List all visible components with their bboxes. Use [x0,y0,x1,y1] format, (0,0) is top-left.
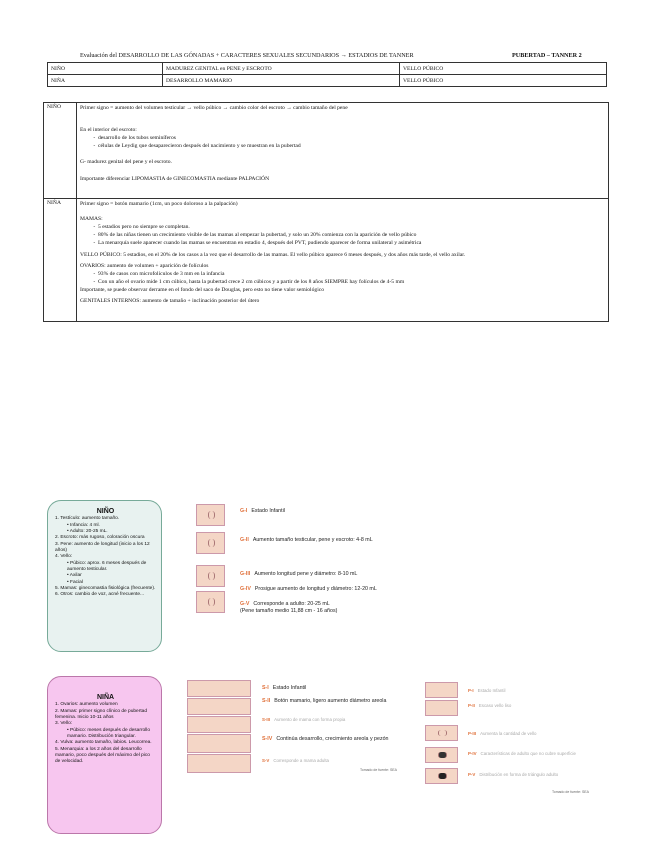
table-cell: VELLO PÚBICO [400,75,607,87]
box-line: 5. Menarquia: a los 2 años del desarrollo mamario, poco después del máximo del pico de velocidad. [55,746,150,765]
list [80,270,605,286]
table-cell: DESARROLLO MAMARIO [163,75,400,87]
stage-text: Estado Infantil [477,688,506,693]
box-line: 2. Escroto: más rugoso, coloración oscura [55,535,145,541]
list-item: - 80% de las niñas tienen un crecimiento visible de las mamas al empezar la pubertad, y solo un 20% comienza con la aparición de vello púbico [98,231,605,239]
breast-image-s3 [187,716,251,733]
hair-stage-1 [468,688,588,694]
hair-image-p4 [425,747,458,763]
paragraph: VELLO PÚBICO: 5 estadios, en el 20% de los casos a la vez que el desarrollo de las mamas. El vello púbico aparece 6 meses después, y dos años más tarde, el vello axilar. [80,251,466,258]
stage-image-g3 [196,565,225,587]
stage-text: Corresponde a mama adulta [273,758,329,763]
stage-text: Botón mamario, ligero aumento diámetro areola [274,698,387,704]
stage-code: G-V [240,601,250,607]
stage-code: S-III [262,717,271,722]
breast-stage-5 [262,758,412,764]
paragraph: MAMAS: [80,216,103,223]
stage-code: P-V [468,772,476,777]
boy-stage-1 [240,508,390,515]
stage-code: P-I [468,688,474,693]
stage-code: S-II [262,698,271,704]
stage-code: G-I [240,508,248,514]
hair-image-p2 [425,700,458,716]
list [80,134,605,150]
row-label: NIÑO [44,103,77,199]
table-cell: MADUREZ GENITAL en PENE y ESCROTO [163,63,400,75]
nina-cell [77,199,609,322]
box-line: 4. Vello: [55,554,73,560]
boy-stage-3 [240,571,390,578]
breast-image-s1 [187,680,251,697]
stage-text: Corresponde a adulto: 20-25 mL [253,601,330,607]
table-cell: NIÑA [48,75,163,87]
hair-caption: Tomado de fuente: SEA [552,790,589,794]
boy-stage-2 [240,537,390,544]
table-cell: VELLO PÚBICO [400,63,607,75]
hair-stage-3 [468,731,588,737]
stage-text: Características de adulto que no cubre superficie [480,751,576,756]
breast-stage-3 [262,717,412,723]
title-stage: PUBERTAD – TANNER 2 [512,52,582,59]
box-title: NIÑO [96,508,115,515]
breast-image-s4 [187,734,251,753]
hair-stage-2 [468,703,588,709]
stage-text: Escaso vello liso [478,703,512,708]
box-line: • Axilar [67,573,82,579]
table-row-nino [44,103,609,199]
list-item: - Con un año el ovario mide 1 cm cúbico, hasta la pubertad crece 2 cm cúbicos y a partir de los 8 años SIEMPRE hay folículos de 4-5 mm [98,278,605,286]
stage-text: Prosigue aumento de longitud y diámetro: 12-20 mL [254,586,377,592]
header-table [47,62,607,87]
row-label: NIÑA [44,199,77,322]
hair-image-p5 [425,768,458,784]
stage-code: G-II [240,537,249,543]
stage-code: S-V [262,758,270,763]
paragraph: Primer signo = botón mamario (1cm, un poco doloroso a la palpación) [80,201,238,207]
hair-stage-5 [468,772,588,778]
stage-code: S-I [262,685,269,691]
stage-code: G-III [240,571,251,577]
box-line: 1. Testículo: aumento tamaño. [55,516,120,522]
main-table [43,102,609,322]
paragraph: Importante, se puede observar derrame en el fondo del saco de Douglas, pero esto no tiene valor semiológico [80,286,325,293]
stage-text: Aumento tamaño testicular, pene y escroto: 4-8 mL [252,537,373,543]
hair-image-p1 [425,682,458,698]
box-line: • Adulto: 20-25 mL. [67,528,108,534]
table-cell: NIÑO [48,63,163,75]
box-line: • Infancia: 4 ml. [67,522,100,528]
boy-stage-5 [240,601,390,608]
list-item: - 93% de casos con microfolículos de 3 mm en la infancia [98,270,605,278]
paragraph: Importante diferenciar LIPOMASTIA de GINECOMASTIA mediante PALPACIÓN [80,175,270,182]
hair-image-p3 [425,725,458,741]
stage-code: P-IV [468,751,477,756]
list [80,223,605,247]
stage-code: S-IV [262,736,273,742]
paragraph: Primer signo = aumento del volumen testicular → vello púbico → cambio color del escroto → cambio tamaño del pene [80,105,348,111]
list-item: - desarrollo de los tubos seminíferos [98,134,605,142]
box-line: 3. Vello: [55,721,73,727]
paragraph: OVARIOS: aumento de volumen + aparición de folículos [80,262,209,269]
boy-stage-note [240,608,390,615]
paragraph: En el interior del escroto: [80,127,137,134]
table-row [48,63,607,75]
title-text: Evaluación del DESARROLLO DE LAS GÓNADAS + CARACTERES SEXUALES SECUNDARIOS → ESTADIOS DE TANNER [80,52,414,59]
breast-stage-2 [262,698,412,705]
list-item: - 5 estadios pero no siempre se completan. [98,223,605,231]
box-line: 5. Mamas: ginecomastia fisiológica (frecuente). [55,585,156,591]
stage-text: Continúa desarrollo, crecimiento areola y pezón [276,736,389,742]
box-line: • Púbico: meses después de desarrollo mamario. Distribución triangular. [67,727,151,739]
girl-summary-box [47,676,162,834]
box-title: NIÑA [96,694,115,701]
stage-image-g2 [196,532,225,554]
box-line: 4. Vulva: aumento tamaño, labios. Leucorrea. [55,740,152,746]
paragraph: G- madurez genital del pene y el escroto. [80,159,172,166]
hair-stage-4 [468,751,588,757]
table-row [48,75,607,87]
box-line: • Púbico: aprox. 6 meses después de aumento testicular. [67,560,147,572]
nino-cell [77,103,609,199]
breast-stage-4 [262,736,412,743]
breast-stage-1 [262,685,412,692]
stage-text: Aumento de mama con forma propia [274,717,346,722]
boy-stage-4 [240,586,390,593]
box-line: 3. Pene: aumento de longitud (inicio a los 12 años) [55,541,150,553]
breast-image-s2 [187,698,251,715]
paragraph: GENITALES INTERNOS: aumento de tamaño + inclinación posterior del útero [80,298,260,305]
stage-code: P-II [468,703,475,708]
table-row-nina [44,199,609,322]
stage-code: G-IV [240,586,251,592]
stage-text: Distribución en forma de triángulo adulto [479,772,559,777]
list-item: - La menarquía suele aparecer cuando las mamas se encuentran en estadio 4, después del PVT, pudiendo aparecer de forma unilateral y asimétrica [98,239,605,247]
box-line: 6. Otros: cambio de voz, acné frecuente... [55,592,145,598]
boy-summary-box [47,500,162,652]
breast-image-s5 [187,754,251,773]
box-line: • Facial [67,579,83,585]
stage-image-g4 [196,591,225,613]
page-title [80,52,582,59]
stage-text: Aumenta la cantidad de vello [480,731,537,736]
stage-text: (Pene tamaño medio 11,88 cm - 16 años) [240,608,338,614]
stage-text: Aumento longitud pene y diámetro: 8-10 mL [254,571,358,577]
stage-text: Estado Infantil [251,508,285,514]
list-item: - células de Leydig que desaparecieron después del nacimiento y se muestran en la pubertad [98,142,605,150]
stage-code: P-III [468,731,477,736]
breast-caption: Tomado de fuente: SEA [360,768,397,772]
box-line: 2. Mamas: primer signo clínico de pubertad femenina. Inicio 10-11 años [55,708,147,720]
box-line: 1. Ovarios: aumento volumen [55,702,118,708]
stage-image-g1 [196,504,225,526]
stage-text: Estado Infantil [272,685,307,691]
